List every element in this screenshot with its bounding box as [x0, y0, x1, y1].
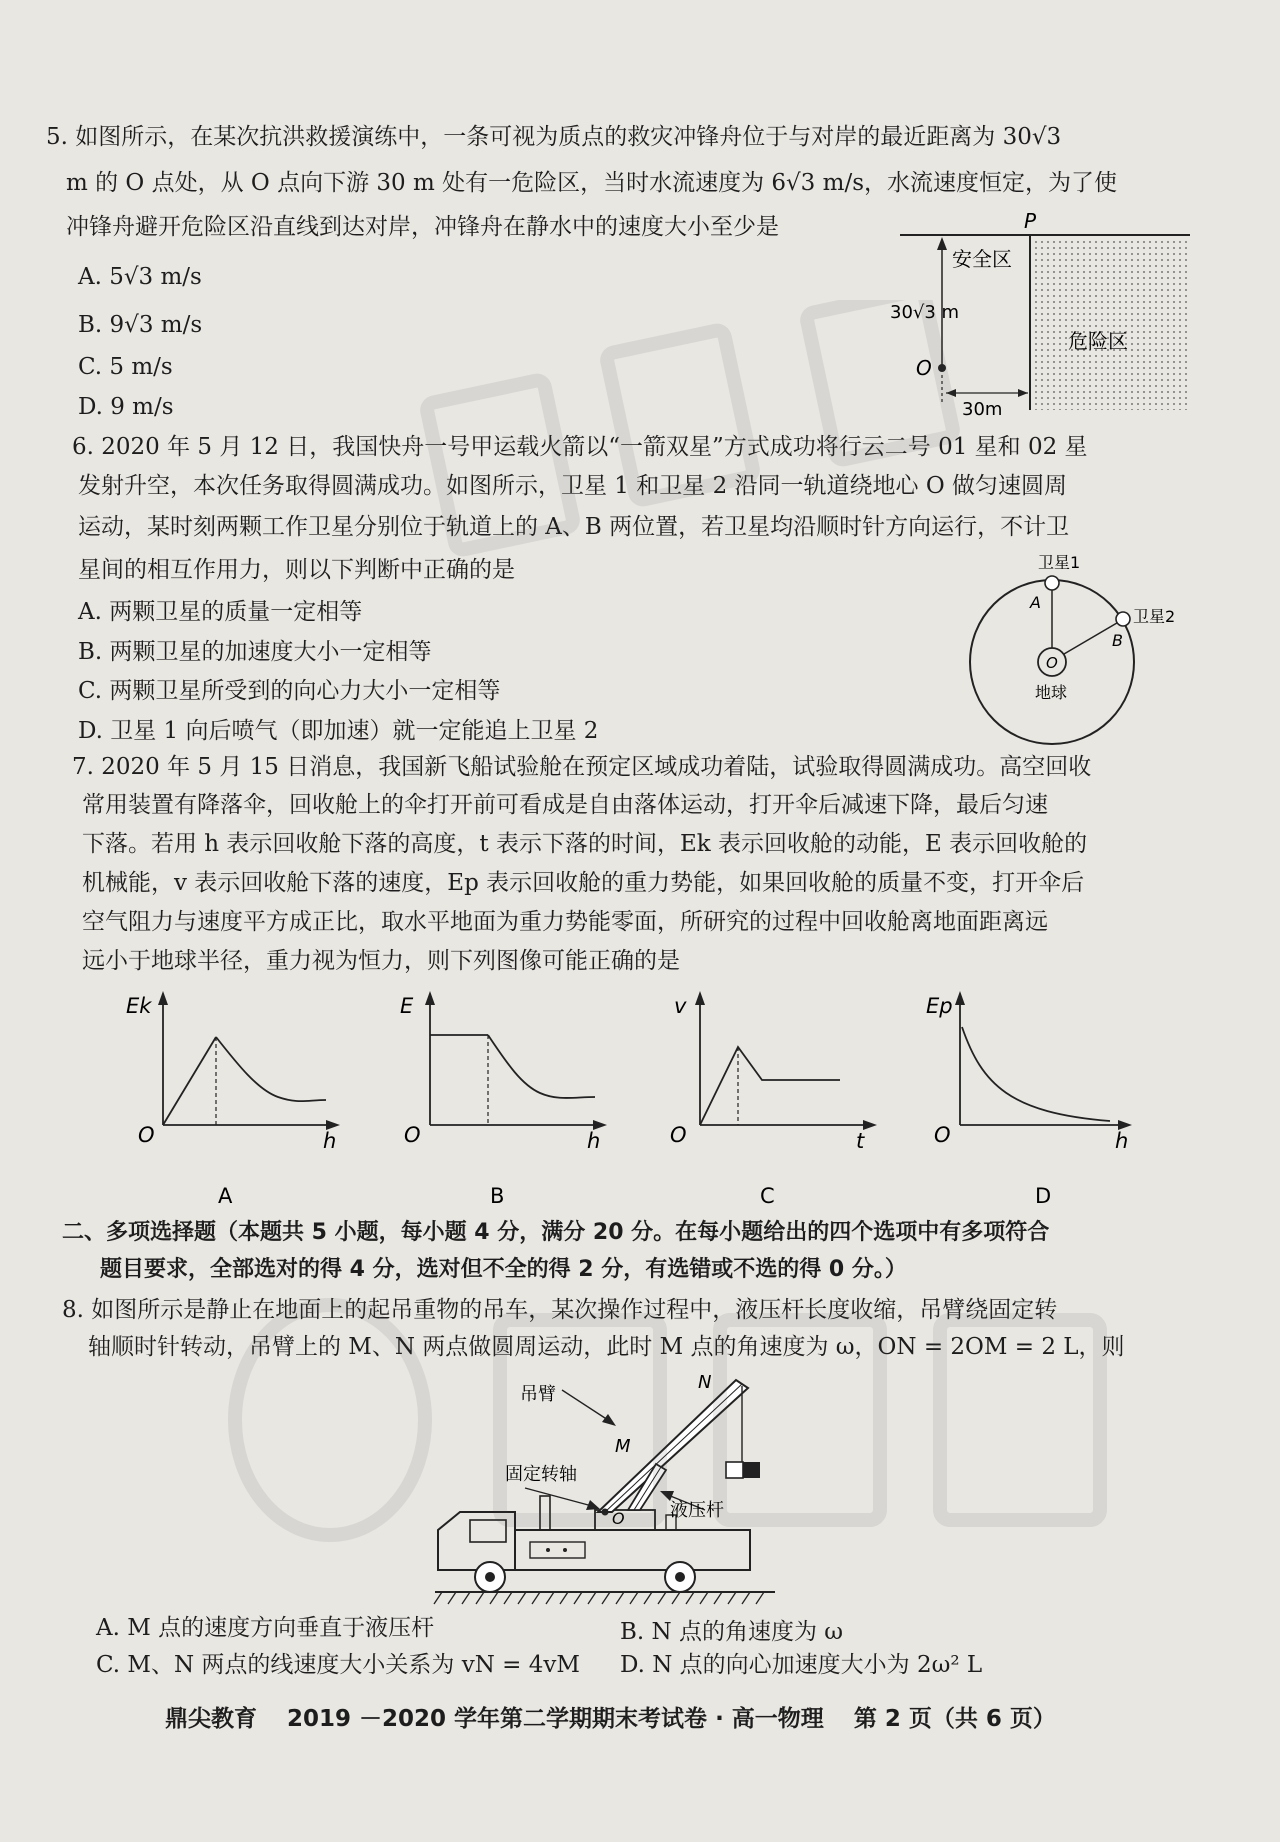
- q8-label-m: M: [615, 1436, 631, 1457]
- q5-option-a: A. 5√3 m/s: [78, 264, 202, 290]
- q5-line-3: 冲锋舟避开危险区沿直线到达对岸，冲锋舟在静水中的速度大小至少是: [66, 214, 779, 240]
- q7-graph-c-x: t: [856, 1129, 865, 1153]
- page-footer: [165, 1700, 1078, 1733]
- q6-label-sat2: 卫星2: [1133, 607, 1175, 626]
- q6-line-3: 运动，某时刻两颗工作卫星分别位于轨道上的 A、B 两位置，若卫星均沿顺时针方向运行，不计卫: [78, 514, 1070, 540]
- q7-graph-b-o: O: [404, 1123, 421, 1147]
- q6-option-a: A. 两颗卫星的质量一定相等: [78, 599, 363, 625]
- q5-label-safe: 安全区: [952, 247, 1012, 271]
- q7-line-4: 机械能，v 表示回收舱下落的速度，Ep 表示回收舱的重力势能，如果回收舱的质量不变，打开伞后: [82, 870, 1085, 896]
- q8-label-o: O: [612, 1509, 625, 1528]
- q8-line-1: 8. 如图所示是静止在地面上的起吊重物的吊车，某次操作过程中，液压杆长度收缩，吊臂绕固定转: [62, 1297, 1058, 1323]
- q7-graph-b-x: h: [587, 1129, 601, 1153]
- q6-line-4: 星间的相互作用力，则以下判断中正确的是: [78, 557, 515, 583]
- footer-page: 第 2 页（共 6 页）: [853, 1706, 1056, 1732]
- q7-graph-a-x: h: [323, 1129, 337, 1153]
- q6-label-sat1: 卫星1: [1038, 553, 1081, 572]
- q5-option-d: D. 9 m/s: [78, 394, 174, 420]
- q8-option-d: D. N 点的向心加速度大小为 2ω² L: [620, 1652, 983, 1678]
- q7-graph-a-y: Ek: [126, 994, 152, 1018]
- q7-graph-a-label: A: [218, 1184, 233, 1208]
- q8-label-n: N: [698, 1372, 712, 1393]
- q6-label-o: O: [1046, 654, 1058, 672]
- q6-line-1: 6. 2020 年 5 月 12 日，我国快舟一号甲运载火箭以“一箭双星”方式成功将行云二号 01 星和 02 星: [72, 434, 1088, 460]
- q7-graph-d-o: O: [934, 1123, 951, 1147]
- q5-label-o: O: [916, 356, 932, 380]
- q5-label-p: P: [1024, 210, 1037, 233]
- q7-line-5: 空气阻力与速度平方成正比，取水平地面为重力势能零面，所研究的过程中回收舱离地面距离远: [82, 909, 1048, 935]
- q6-line-2: 发射升空，本次任务取得圆满成功。如图所示，卫星 1 和卫星 2 沿同一轨道绕地心 O 做匀速圆周: [78, 473, 1067, 499]
- q7-graph-d-y: Ep: [926, 994, 953, 1018]
- q5-option-c: C. 5 m/s: [78, 354, 173, 380]
- q6-label-a: A: [1030, 593, 1041, 612]
- q7-graph-d-label: D: [1035, 1184, 1052, 1208]
- q5-line-1: 5. 如图所示，在某次抗洪救援演练中，一条可视为质点的救灾冲锋舟位于与对岸的最近距离为 30√3: [46, 124, 1062, 150]
- q7-graph-c-o: O: [670, 1123, 687, 1147]
- q7-graph-a-o: O: [138, 1123, 155, 1147]
- q7-line-2: 常用装置有降落伞，回收舱上的伞打开前可看成是自由落体运动，打开伞后减速下降，最后匀速: [82, 792, 1048, 818]
- section2-line-2: 题目要求，全部选对的得 4 分，选对但不全的得 2 分，有选错或不选的得 0 分。）: [100, 1257, 907, 1282]
- q5-label-down: 30m: [962, 399, 1003, 420]
- footer-exam: 2019 －2020 学年第二学期期末考试卷 · 高一物理: [287, 1706, 824, 1732]
- q7-line-3: 下落。若用 h 表示回收舱下落的高度，t 表示下落的时间，Ek 表示回收舱的动能，E 表示回收舱的: [82, 831, 1088, 857]
- q7-graph-c-y: v: [674, 994, 687, 1018]
- q6-option-c: C. 两颗卫星所受到的向心力大小一定相等: [78, 678, 501, 704]
- q8-label-rod: 液压杆: [670, 1500, 724, 1521]
- q5-label-dist: 30√3 m: [890, 302, 960, 323]
- q6-label-earth: 地球: [1035, 683, 1068, 702]
- q7-line-1: 7. 2020 年 5 月 15 日消息，我国新飞船试验舱在预定区域成功着陆，试验取得圆满成功。高空回收: [72, 754, 1092, 780]
- q8-option-a: A. M 点的速度方向垂直于液压杆: [96, 1615, 435, 1641]
- footer-org: 鼎尖教育: [165, 1706, 257, 1732]
- q8-option-c: C. M、N 两点的线速度大小关系为 vN = 4vM: [96, 1652, 580, 1678]
- q8-label-arm: 吊臂: [520, 1384, 556, 1405]
- q7-graph-c-label: C: [760, 1184, 775, 1208]
- q8-option-b: B. N 点的角速度为 ω: [620, 1619, 844, 1645]
- q7-line-6: 远小于地球半径，重力视为恒力，则下列图像可能正确的是: [82, 948, 680, 974]
- watermark-shapes: [20, 300, 1260, 1600]
- q7-graph-b-y: E: [400, 994, 414, 1018]
- q6-label-b: B: [1112, 631, 1123, 650]
- q7-graph-b-label: B: [490, 1184, 505, 1208]
- q5-line-2: m 的 O 点处，从 O 点向下游 30 m 处有一危险区，当时水流速度为 6√3 m/s，水流速度恒定，为了使: [66, 170, 1117, 196]
- q7-graph-d-x: h: [1115, 1129, 1129, 1153]
- section2-line-1: 二、多项选择题（本题共 5 小题，每小题 4 分，满分 20 分。在每小题给出的四个选项中有多项符合: [62, 1220, 1050, 1245]
- q6-option-b: B. 两颗卫星的加速度大小一定相等: [78, 639, 432, 665]
- q6-option-d: D. 卫星 1 向后喷气（即加速）就一定能追上卫星 2: [78, 718, 599, 744]
- q8-line-2: 轴顺时针转动，吊臂上的 M、N 两点做圆周运动，此时 M 点的角速度为 ω，ON = 2OM = 2 L，则: [88, 1334, 1125, 1360]
- q5-label-danger: 危险区: [1068, 329, 1128, 353]
- q8-label-pivot: 固定转轴: [505, 1464, 577, 1485]
- q5-option-b: B. 9√3 m/s: [78, 312, 203, 338]
